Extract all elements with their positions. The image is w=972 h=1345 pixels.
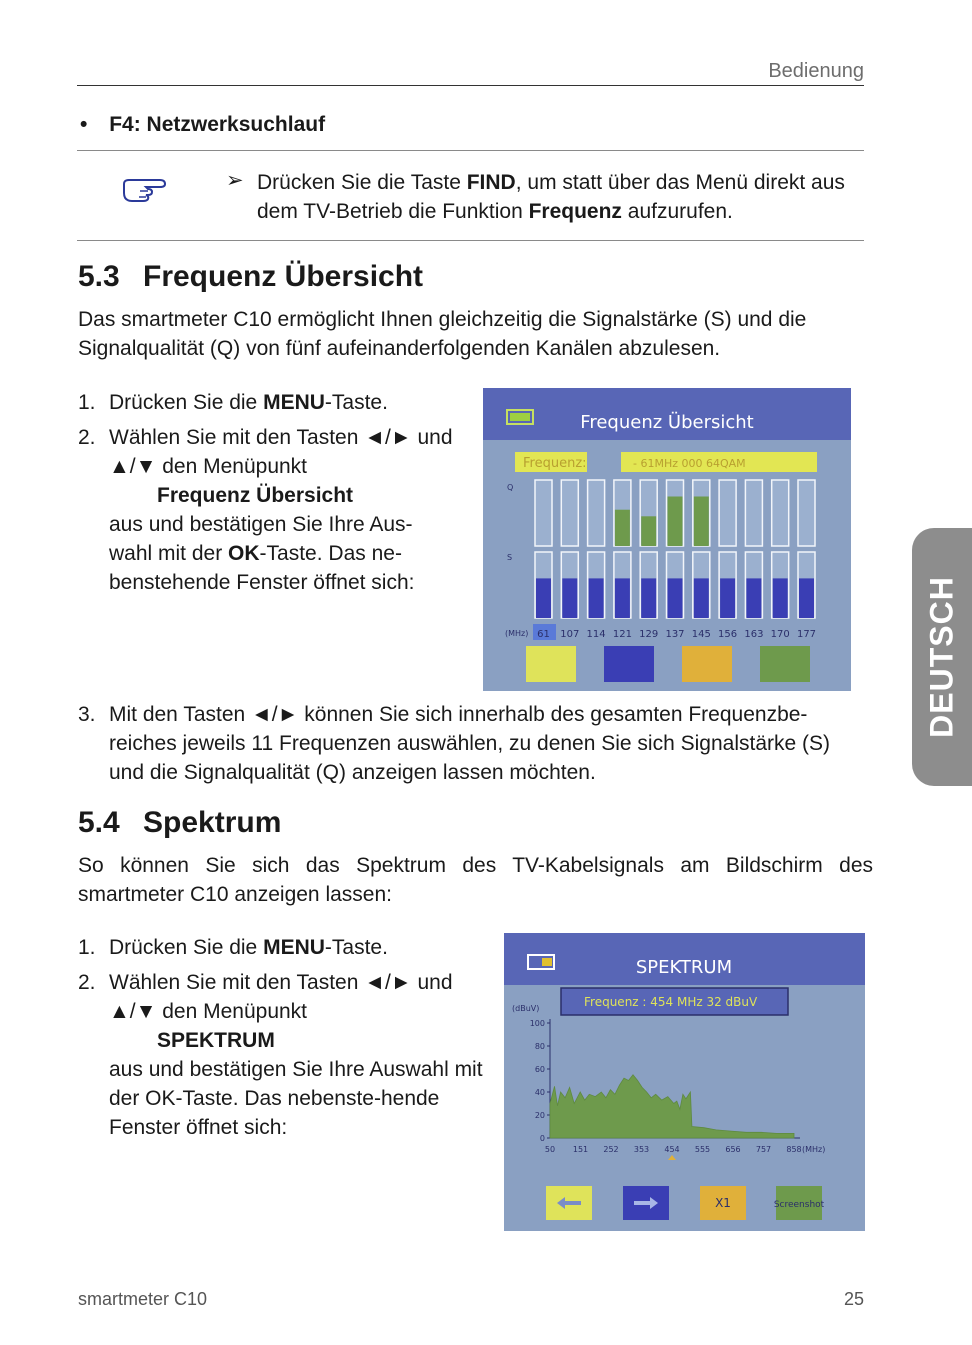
channel-label: 163 (744, 629, 764, 640)
hand-pointer-icon (122, 174, 168, 209)
strength-bar (694, 578, 709, 618)
section-5-4-steps (78, 933, 483, 1148)
x-tick-label: 858 (786, 1145, 802, 1154)
quality-bar (641, 516, 656, 546)
f4-title: F4: Netzwerksuchlauf (109, 113, 326, 136)
bullet: • (80, 113, 88, 136)
y-tick-label: 20 (534, 1111, 545, 1120)
channel-label: 145 (691, 629, 711, 640)
y-tick-label: 40 (534, 1088, 545, 1097)
menu-name: SPEKTRUM (157, 1029, 275, 1052)
section-5-4-heading: 5.4 Spektrum (78, 806, 282, 839)
channel-label: 107 (560, 629, 580, 640)
tip-marker: ➢ (226, 169, 244, 192)
q-axis-label: Q (507, 483, 514, 492)
strength-bar (746, 578, 761, 618)
strength-bar (773, 578, 788, 618)
tip-bottom-rule (77, 240, 864, 241)
page-number: 25 (843, 1289, 864, 1309)
language-tab-label: DEUTSCH (923, 576, 960, 738)
language-tab (912, 528, 972, 786)
quality-bar (615, 510, 630, 546)
section-5-4-intro: So können Sie sich das Spektrum des TV-Kabelsignals am Bildschirm des smartmeter C10 anzeigen lassen: (78, 854, 873, 906)
tip-text: Drücken Sie die Taste FIND, um statt über das Menü direkt aus dem TV-Betrieb die Funktion Frequenz aufzurufen. (257, 171, 845, 223)
list-item: 1. Drücken Sie die MENU-Taste. (78, 391, 388, 414)
button-label: X1 (715, 1196, 731, 1210)
tip-top-rule (77, 150, 864, 151)
channel-label: 177 (796, 629, 817, 640)
quality-bar-frame (535, 480, 552, 546)
x-tick-label: 252 (603, 1145, 619, 1154)
x-tick-label: 656 (725, 1145, 741, 1154)
x-tick-label: 151 (572, 1145, 589, 1154)
list-item: 2. Wählen Sie mit den Tasten ◄/► und ▲/▼ den Menüpunkt SPEKTRUM aus und bestätigen Sie Ihre Auswahl mit der OK-Taste. Das nebenste-hende Fenster öffnet sich: (78, 971, 483, 1139)
running-header: Bedienung (768, 60, 864, 82)
color-button[interactable] (526, 646, 576, 682)
strength-bar (536, 578, 551, 618)
mhz-label: (MHz) (505, 629, 529, 638)
quality-bar-frame (798, 480, 815, 546)
y-tick-label: 60 (534, 1065, 545, 1074)
spektrum-screen-svg (504, 933, 865, 1231)
strength-bar (641, 578, 656, 618)
y-tick-label: 0 (539, 1134, 545, 1143)
y-unit-label: (dBuV) (512, 1004, 540, 1013)
frequenz-label: Frequenz: (523, 456, 587, 471)
frequenz-screen-svg (483, 388, 851, 691)
section-5-3-steps (78, 388, 453, 603)
quality-bar (668, 497, 683, 547)
section-5-3-step-3: 3. Mit den Tasten ◄/► können Sie sich innerhalb des gesamten Frequenzbe-reiches jeweils 11 Frequenzen auswählen, zu denen Sie sich Signalstärke (S) und die Signalqualität (Q) anzeigen lassen möchten. (78, 703, 831, 784)
quality-bar-frame (745, 480, 762, 546)
channel-label: 121 (612, 629, 632, 640)
strength-bar (589, 578, 604, 618)
channel-label: 137 (665, 629, 685, 640)
x-tick-label: 757 (755, 1145, 772, 1154)
color-button[interactable] (604, 646, 654, 682)
strength-bar (799, 578, 814, 618)
strength-bar (615, 578, 630, 618)
x-tick-label: 454 (664, 1145, 680, 1154)
channel-label: 114 (586, 629, 606, 640)
list-item: 1. Drücken Sie die MENU-Taste. (78, 936, 388, 959)
strength-bar (668, 578, 683, 618)
strength-bar (720, 578, 735, 618)
screen-title: SPEKTRUM (635, 957, 733, 978)
channel-label: 129 (639, 629, 659, 640)
y-tick-label: 100 (529, 1019, 545, 1028)
spektrum-screen (504, 933, 865, 1231)
f4-heading (80, 113, 325, 137)
quality-bar (694, 497, 709, 547)
quality-bar-frame (588, 480, 605, 546)
channel-label: 170 (770, 629, 790, 640)
quality-bar-frame (719, 480, 736, 546)
menu-name: Frequenz Übersicht (157, 484, 354, 507)
channel-label: 156 (718, 629, 738, 640)
strength-bar (562, 578, 577, 618)
s-axis-label: S (507, 553, 513, 562)
x-tick-label: 353 (633, 1145, 650, 1154)
frequenz-value: - 61MHz 000 64QAM (633, 457, 746, 470)
color-button[interactable] (682, 646, 732, 682)
section-5-3-intro: Das smartmeter C10 ermöglicht Ihnen gleichzeitig die Signalstärke (S) und die Signalqualität (Q) von fünf aufeinanderfolgenden Kanälen abzulesen. (78, 308, 807, 360)
readout: Frequenz : 454 MHz 32 dBuV (584, 995, 758, 1009)
y-tick-label: 80 (534, 1042, 545, 1051)
x-unit-label: (MHz) (802, 1145, 826, 1154)
header-rule (77, 85, 864, 86)
quality-bar-frame (561, 480, 578, 546)
footer-product: smartmeter C10 (78, 1289, 208, 1309)
channel-label: 61 (537, 629, 550, 640)
frequenz-uebersicht-screen (483, 388, 851, 691)
x-tick-label: 555 (694, 1145, 711, 1154)
x-tick-label: 50 (544, 1145, 556, 1154)
list-item: 2. Wählen Sie mit den Tasten ◄/► und ▲/▼ den Menüpunkt Frequenz Übersicht aus und bestätigen Sie Ihre Aus-wahl mit der OK-Taste. Das ne-benstehende Fenster öffnet sich: (78, 426, 453, 594)
quality-bar-frame (772, 480, 789, 546)
screen-title: Frequenz Übersicht (580, 412, 754, 433)
color-button[interactable] (760, 646, 810, 682)
section-5-3-heading: 5.3 Frequenz Übersicht (78, 260, 424, 293)
button-label: Screenshot (773, 1200, 825, 1210)
